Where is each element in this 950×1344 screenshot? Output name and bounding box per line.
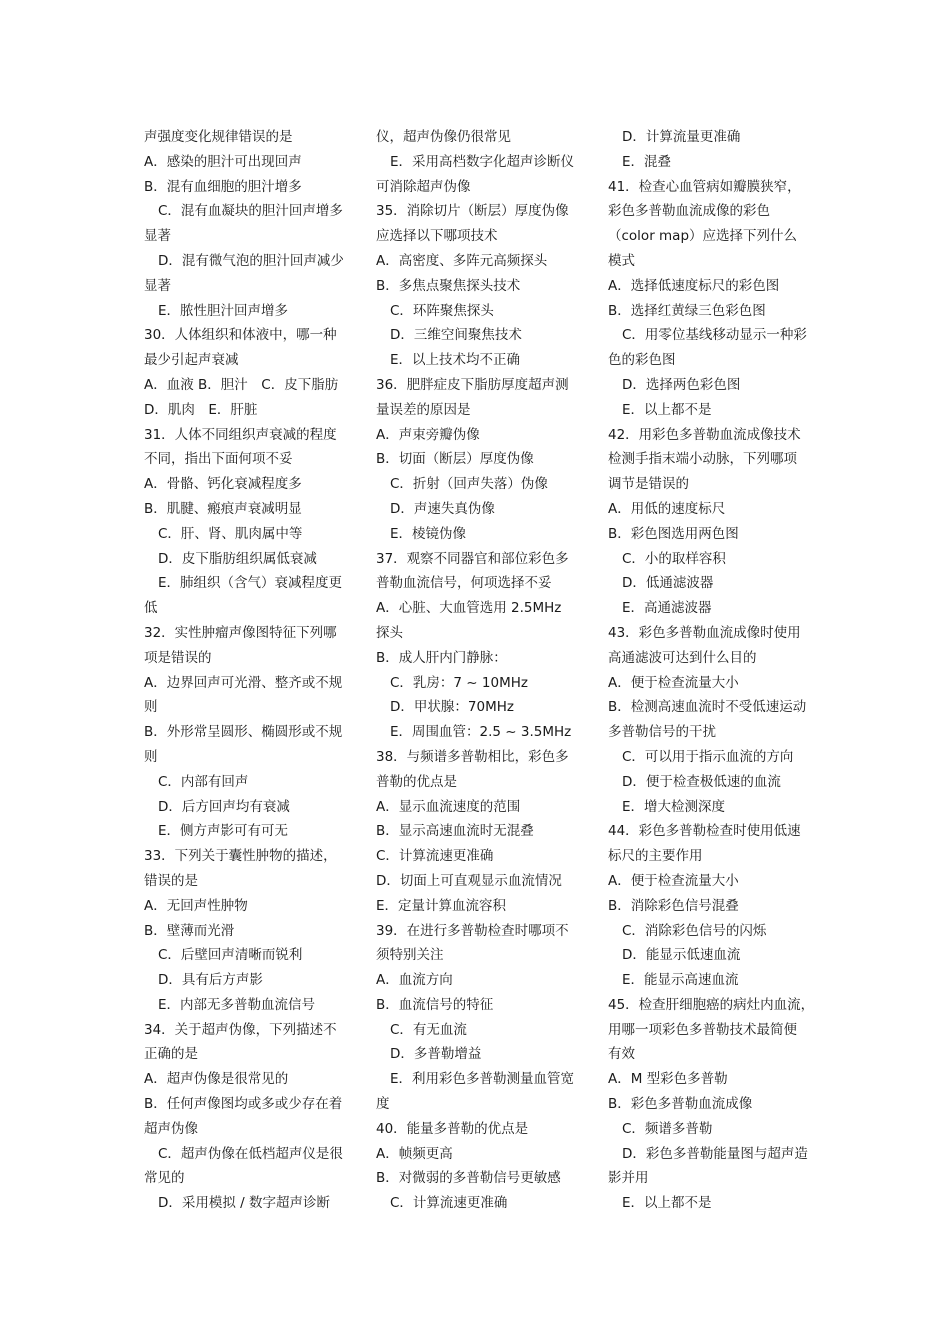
text-line: （color map）应选择下列什么 (608, 228, 798, 245)
text-line: D．选择两色彩色图 (622, 376, 741, 393)
text-line: 普勒血流信号，何项选择不妥 (376, 575, 552, 592)
text-line: 34．关于超声伪像，下列描述不 (144, 1021, 337, 1038)
text-line: 有效 (608, 1046, 635, 1063)
text-line: 最少引起声衰减 (144, 352, 239, 369)
text-line: 38．与频谱多普勒相比，彩色多 (376, 748, 569, 765)
text-line: 显著 (144, 277, 171, 294)
text-line: 低 (144, 600, 158, 617)
text-line: E．能显示高速血流 (622, 972, 739, 989)
text-line: 色的彩色图 (608, 352, 676, 369)
text-line: A．声束旁瓣伪像 (376, 426, 480, 443)
text-line: A．感染的胆汁可出现回声 (144, 153, 302, 170)
text-line: E．内部无多普勒血流信号 (158, 996, 316, 1013)
text-line: C．肝、肾、肌肉属中等 (158, 525, 303, 542)
text-line: 41．检查心血管病如瓣膜狭窄， (608, 178, 801, 195)
text-line: 42．用彩色多普勒血流成像技术 (608, 426, 801, 443)
text-line: D．混有微气泡的胆汁回声减少 (158, 252, 344, 269)
text-line: 量误差的原因是 (376, 401, 471, 418)
text-column-middle (376, 125, 578, 1216)
text-line: 正确的是 (144, 1046, 198, 1063)
text-line: A．显示血流速度的范围 (376, 798, 521, 815)
text-line: C．计算流速更准确 (390, 1195, 508, 1212)
text-line: A．便于检查流量大小 (608, 674, 739, 691)
text-line: C．可以用于指示血流的方向 (622, 748, 794, 765)
text-line: D．后方回声均有衰减 (158, 798, 290, 815)
text-line: 标尺的主要作用 (608, 848, 703, 865)
text-line: 36．肥胖症皮下脂肪厚度超声测 (376, 376, 569, 393)
text-line: B．成人肝内门静脉： (376, 649, 507, 666)
text-line: E．脓性胆汁回声增多 (158, 302, 289, 319)
text-line: B．显示高速血流时无混叠 (376, 823, 534, 840)
text-line: C．小的取样容积 (622, 550, 726, 567)
text-line: 用哪一项彩色多普勒技术最简便 (608, 1021, 797, 1038)
text-line: A．用低的速度标尺 (608, 500, 726, 517)
text-line: D．三维空间聚焦技术 (390, 327, 522, 344)
text-line: D．多普勒增益 (390, 1046, 482, 1063)
text-line: D．能显示低速血流 (622, 947, 741, 964)
text-line: 仪，超声伪像仍很常见 (376, 129, 511, 145)
text-line: A．M 型彩色多普勒 (608, 1071, 728, 1088)
text-line: D．声速失真伪像 (390, 500, 495, 517)
text-line: C．有无血流 (390, 1021, 467, 1038)
text-line: E．棱镜伪像 (390, 525, 467, 542)
text-line: 超声伪像 (144, 1120, 198, 1137)
text-line: E．肺组织（含气）衰减程度更 (158, 575, 343, 592)
text-line: B．多焦点聚焦探头技术 (376, 277, 521, 294)
text-line: C．内部有回声 (158, 773, 249, 790)
text-line: D．甲状腺：70MHz (390, 699, 514, 716)
text-line: 彩色多普勒血流成像的彩色 (608, 203, 770, 220)
text-line: B．肌腱、瘢痕声衰减明显 (144, 500, 302, 517)
text-line: B．血流信号的特征 (376, 996, 494, 1013)
text-line: 模式 (608, 252, 635, 269)
text-line: 37．观察不同器官和部位彩色多 (376, 550, 569, 567)
text-line: 声强度变化规律错误的是 (144, 129, 293, 145)
text-line: 常见的 (144, 1170, 185, 1187)
text-line: 显著 (144, 228, 171, 245)
text-line: 则 (144, 699, 158, 716)
text-line: D．肌肉 E．肝脏 (144, 401, 258, 418)
text-line: 33．下列关于囊性肿物的描述， (144, 848, 337, 865)
text-line: B．检测高速血流时不受低速运动 (608, 699, 807, 716)
text-line: E．混叠 (622, 153, 672, 170)
text-line: 项是错误的 (144, 649, 212, 666)
text-line: D．便于检查极低速的血流 (622, 773, 781, 790)
text-line: B．消除彩色信号混叠 (608, 897, 739, 914)
text-line: A．高密度、多阵元高频探头 (376, 252, 548, 269)
text-line: 多普勒信号的干扰 (608, 724, 716, 741)
text-line: 32．实性肿瘤声像图特征下列哪 (144, 624, 337, 641)
text-line: E．采用高档数字化超声诊断仪 (390, 153, 575, 170)
text-line: C．计算流速更准确 (376, 848, 494, 865)
text-line: A．选择低速度标尺的彩色图 (608, 277, 780, 294)
text-line: C．折射（回声失落）伪像 (390, 476, 548, 493)
text-line: B．彩色多普勒血流成像 (608, 1096, 753, 1113)
text-line: 31．人体不同组织声衰减的程度 (144, 426, 337, 443)
text-line: B．对微弱的多普勒信号更敏感 (376, 1170, 561, 1187)
text-line: A．无回声性肿物 (144, 897, 248, 914)
text-line: A．边界回声可光滑、整齐或不规 (144, 674, 343, 691)
text-line: E．以上都不是 (622, 1195, 712, 1212)
text-line: D．皮下脂肪组织属低衰减 (158, 550, 317, 567)
text-line: 检测手指末端小动脉，下列哪项 (608, 451, 797, 468)
text-line: D．低通滤波器 (622, 575, 714, 592)
text-line: 35．消除切片（断层）厚度伪像 (376, 203, 569, 220)
text-line: D．彩色多普勒能量图与超声造 (622, 1145, 808, 1162)
text-line: E．以上技术均不正确 (390, 352, 521, 369)
text-line: A．便于检查流量大小 (608, 872, 739, 889)
text-line: E．周围血管：2.5 ~ 3.5MHz (390, 724, 572, 741)
text-line: C．用零位基线移动显示一种彩 (622, 327, 807, 344)
text-line: B．彩色图选用两色图 (608, 525, 739, 542)
text-line: B．壁薄而光滑 (144, 922, 235, 939)
text-line: A．帧频更高 (376, 1145, 453, 1162)
text-line: B．外形常呈圆形、椭圆形或不规 (144, 724, 343, 741)
text-line: C．频谱多普勒 (622, 1120, 713, 1137)
text-line: E．高通滤波器 (622, 600, 712, 617)
text-line: D．采用模拟 / 数字超声诊断 (158, 1195, 331, 1212)
text-line: D．具有后方声影 (158, 972, 263, 989)
text-line: B．切面（断层）厚度伪像 (376, 451, 534, 468)
text-line: A．超声伪像是很常见的 (144, 1071, 289, 1088)
text-line: 影并用 (608, 1170, 649, 1187)
text-line: 高通滤波可达到什么目的 (608, 649, 757, 666)
text-line: 40．能量多普勒的优点是 (376, 1120, 529, 1137)
text-line: B．任何声像图均或多或少存在着 (144, 1096, 343, 1113)
text-line: B．混有血细胞的胆汁增多 (144, 178, 302, 195)
text-line: 调节是错误的 (608, 476, 689, 493)
text-line: C．乳房：7 ~ 10MHz (390, 674, 528, 691)
text-line: C．环阵聚焦探头 (390, 302, 494, 319)
text-line: D．切面上可直观显示血流情况 (376, 872, 562, 889)
text-line: 可消除超声伪像 (376, 178, 471, 195)
text-line: 43．彩色多普勒血流成像时使用 (608, 624, 801, 641)
text-line: 45．检查肝细胞癌的病灶内血流， (608, 996, 815, 1013)
text-line: E．增大检测深度 (622, 798, 726, 815)
text-line: 不同，指出下面何项不妥 (144, 451, 293, 468)
text-line: E．定量计算血流容积 (376, 897, 507, 914)
text-line: A．心脏、大血管选用 2.5MHz (376, 600, 562, 617)
text-line: 30．人体组织和体液中，哪一种 (144, 327, 337, 344)
text-line: A．血液 B．胆汁 C．皮下脂肪 (144, 376, 339, 393)
text-line: E．以上都不是 (622, 401, 712, 418)
text-line: 普勒的优点是 (376, 773, 457, 790)
text-line: A．血流方向 (376, 972, 453, 989)
text-line: 错误的是 (144, 872, 198, 889)
text-line: 须特别关注 (376, 947, 444, 964)
text-line: D．计算流量更准确 (622, 129, 741, 145)
text-line: C．超声伪像在低档超声仪是很 (158, 1145, 343, 1162)
text-line: E．利用彩色多普勒测量血管宽 (390, 1071, 575, 1088)
text-line: B．选择红黄绿三色彩色图 (608, 302, 766, 319)
text-line: 39．在进行多普勒检查时哪项不 (376, 922, 569, 939)
text-line: 度 (376, 1096, 390, 1113)
text-line: 44．彩色多普勒检查时使用低速 (608, 823, 801, 840)
text-line: C．消除彩色信号的闪烁 (622, 922, 767, 939)
text-line: 应选择以下哪项技术 (376, 228, 498, 245)
text-column-left (144, 125, 344, 1216)
text-column-right (608, 125, 815, 1216)
text-line: 探头 (376, 624, 403, 641)
text-line: C．混有血凝块的胆汁回声增多 (158, 203, 343, 220)
text-line: 则 (144, 748, 158, 765)
text-line: E．侧方声影可有可无 (158, 823, 289, 840)
text-line: A．骨骼、钙化衰减程度多 (144, 476, 302, 493)
text-line: C．后壁回声清晰而锐利 (158, 947, 303, 964)
